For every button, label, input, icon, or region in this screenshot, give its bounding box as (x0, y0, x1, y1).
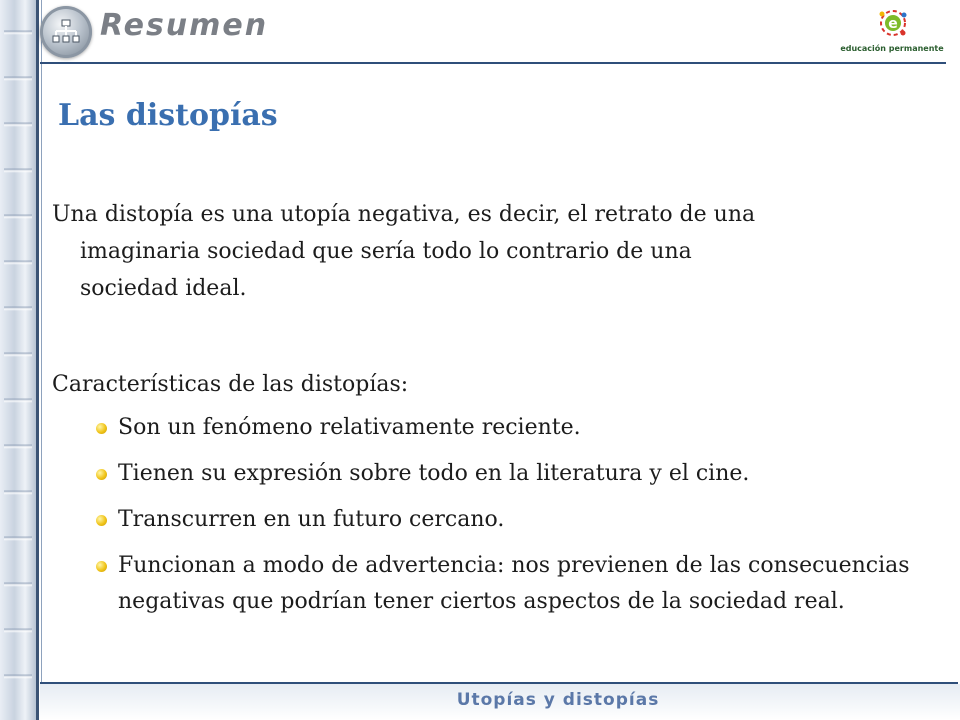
sitemap-glyph (52, 18, 80, 46)
footer-text: Utopías y distopías (456, 690, 660, 710)
svg-text:e: e (888, 16, 898, 32)
list-item (92, 548, 912, 620)
bullet-dot-icon (96, 561, 107, 572)
binder-loops (4, 0, 32, 720)
list-item-text: Tienen su expresión sobre todo en la literatura y el cine. (118, 461, 750, 486)
bullet-dot-icon (96, 469, 107, 480)
list-item (92, 502, 912, 538)
list-item (92, 410, 912, 446)
header-rule (40, 62, 946, 64)
list-item-text: Son un fenómeno relativamente reciente. (118, 415, 581, 440)
characteristics-list (92, 410, 912, 630)
list-item (92, 456, 912, 492)
list-item-text: Funcionan a modo de advertencia: nos previenen de las consecuencias negativas que podrían tener ciertos aspectos de la sociedad real. (118, 553, 910, 614)
intro-paragraph: Una distopía es una utopía negativa, es decir, el retrato de una imaginaria sociedad que sería todo lo contrario de una sociedad ideal. (52, 202, 756, 301)
sitemap-icon[interactable] (40, 6, 92, 58)
bullet-dot-icon (96, 515, 107, 526)
logo-text: educación permanente (840, 44, 944, 53)
footer-rule (40, 682, 958, 684)
slide-title: Las distopías (58, 98, 278, 133)
list-item-text: Transcurren en un futuro cercano. (118, 507, 505, 532)
educacion-permanente-logo (836, 6, 948, 62)
left-border-dark (36, 0, 39, 720)
left-border-light (41, 0, 42, 720)
binder-strip (0, 0, 36, 720)
header-title: Resumen (100, 8, 269, 43)
bullet-dot-icon (96, 423, 107, 434)
logo-mark-icon (876, 6, 910, 40)
characteristics-heading: Características de las distopías: (52, 372, 409, 397)
